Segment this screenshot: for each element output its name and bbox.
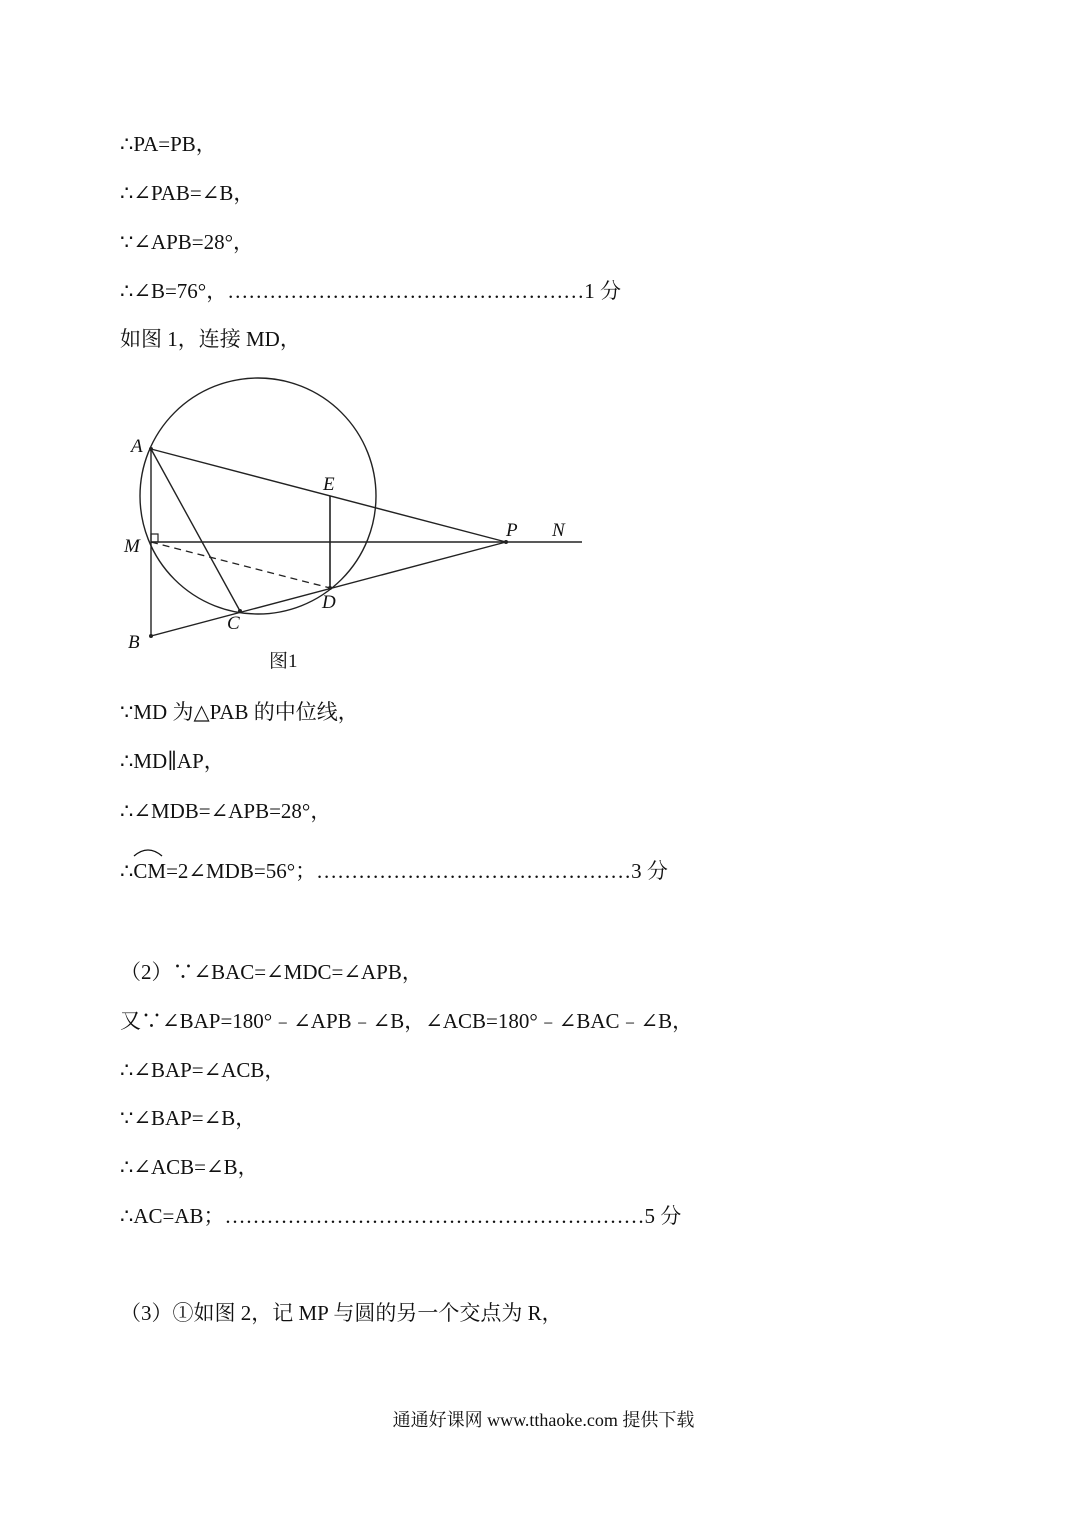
arc-label: CM xyxy=(133,859,167,883)
text-line-12: ∵∠BAP=∠B， xyxy=(120,1106,257,1130)
point-b-dot xyxy=(149,634,153,638)
arc-line-prefix: ∴ xyxy=(120,859,134,883)
text-line-15: （3）①如图 2，记 MP 与圆的另一个交点为 R， xyxy=(120,1301,563,1325)
label-c: C xyxy=(227,613,240,634)
text-line-8: ∴∠MDB=∠APB=28°， xyxy=(120,799,332,823)
text-line-arc xyxy=(120,855,668,885)
text-line-13: ∴∠ACB=∠B， xyxy=(120,1155,259,1179)
segment-ap xyxy=(151,449,506,542)
point-d-dot xyxy=(328,586,332,590)
point-a-dot xyxy=(149,447,153,451)
text-line-9: （2）∵∠BAC=∠MDC=∠APB， xyxy=(120,960,423,984)
text-line-6: ∵MD 为△PAB 的中位线， xyxy=(120,700,359,724)
label-e: E xyxy=(323,474,335,495)
right-angle-mark xyxy=(151,534,158,542)
label-b: B xyxy=(128,632,140,653)
geometry-figure-1 xyxy=(120,372,600,677)
arc-cm xyxy=(133,855,166,885)
label-d: D xyxy=(322,592,336,613)
text-line-2: ∴∠PAB=∠B， xyxy=(120,181,255,205)
label-m: M xyxy=(124,536,140,557)
text-line-7: ∴MD∥AP， xyxy=(120,749,225,773)
text-line-14: ∴AC=AB；……………………………………………………5 分 xyxy=(120,1204,682,1228)
text-line-3: ∵∠APB=28°， xyxy=(120,230,255,254)
segment-ac xyxy=(151,449,240,611)
label-a: A xyxy=(131,436,143,457)
figure-caption: 图1 xyxy=(269,651,298,672)
text-line-1: ∴PA=PB， xyxy=(120,132,217,156)
label-n: N xyxy=(552,520,565,541)
arc-symbol-icon xyxy=(132,846,164,858)
label-p: P xyxy=(506,520,518,541)
circle xyxy=(140,378,376,614)
text-line-10: 又∵∠BAP=180°﹣∠APB﹣∠B，∠ACB=180°﹣∠BAC﹣∠B， xyxy=(120,1009,694,1033)
text-line-4: ∴∠B=76°，……………………………………………1 分 xyxy=(120,279,621,303)
segment-md-dashed xyxy=(151,542,330,588)
figure-1-svg xyxy=(120,372,600,677)
arc-line-suffix: =2∠MDB=56°；………………………………………3 分 xyxy=(166,859,668,883)
text-line-5: 如图 1，连接 MD， xyxy=(120,327,301,351)
text-line-11: ∴∠BAP=∠ACB， xyxy=(120,1058,286,1082)
page-footer: 通通好课网 www.tthaoke.com 提供下载 xyxy=(392,1410,695,1430)
